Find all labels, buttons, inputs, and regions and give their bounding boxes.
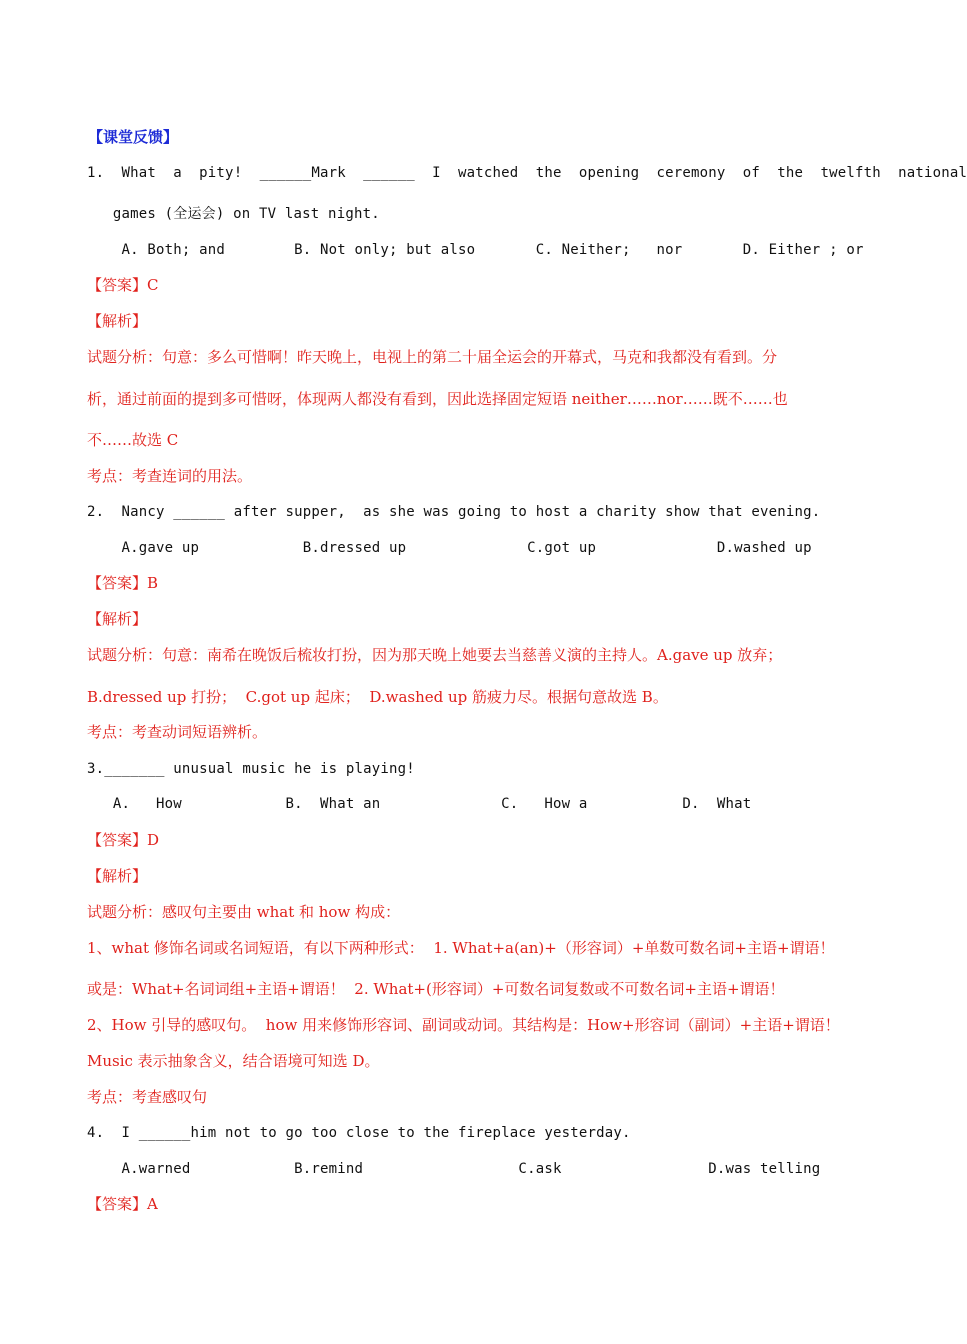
question-1-analysis-label: 【解析】 bbox=[87, 312, 148, 330]
section-title: 【课堂反馈】 bbox=[88, 128, 179, 146]
question-4-answer: 【答案】A bbox=[87, 1195, 158, 1213]
question-2-analysis-line: 试题分析：句意：南希在晚饭后梳妆打扮，因为那天晚上她要去当慈善义演的主持人。A.gave up 放弃； bbox=[87, 646, 783, 664]
question-1-answer: 【答案】C bbox=[87, 276, 159, 294]
question-2-answer: 【答案】B bbox=[87, 574, 159, 592]
question-2-options: A.gave up B.dressed up C.got up D.washed up bbox=[87, 540, 812, 556]
question-2-stem: 2. Nancy ______ after supper, as she was going to host a charity show that evening. bbox=[87, 504, 821, 520]
question-3-point: 考点：考查感叹句 bbox=[87, 1088, 208, 1106]
question-3-analysis-line: 试题分析：感叹句主要由 what 和 how 构成： bbox=[87, 903, 401, 921]
question-1-point: 考点：考查连词的用法。 bbox=[87, 467, 253, 485]
question-3-analysis-line: 1、what 修饰名词或名词短语，有以下两种形式： 1. What+a(an)+（形容词）+单数可数名词+主语+谓语！ bbox=[87, 939, 835, 957]
question-1-stem-cont: games (全运会) on TV last night. bbox=[87, 206, 380, 222]
question-3-analysis-label: 【解析】 bbox=[87, 867, 148, 885]
question-2-analysis-label: 【解析】 bbox=[87, 610, 148, 628]
question-1-analysis-line: 试题分析：句意：多么可惜啊！昨天晚上，电视上的第二十届全运会的开幕式，马克和我都没有看到。分 bbox=[87, 348, 778, 366]
question-1-stem: 1. What a pity! ______Mark ______ I watched the opening ceremony of the twelfth national bbox=[87, 165, 967, 181]
question-4-stem: 4. I ______him not to go too close to the fireplace yesterday. bbox=[87, 1125, 631, 1141]
question-2-point: 考点：考查动词短语辨析。 bbox=[87, 723, 268, 741]
question-3-analysis-line: Music 表示抽象含义，结合语境可知选 D。 bbox=[87, 1052, 380, 1070]
question-1-options: A. Both; and B. Not only; but also C. Neither; nor D. Either ; or bbox=[87, 242, 864, 258]
question-3-analysis-line: 或是：What+名词词组+主语+谓语！ 2. What+(形容词）+可数名词复数或不可数名词+主语+谓语！ bbox=[87, 980, 785, 998]
question-3-stem: 3._______ unusual music he is playing! bbox=[87, 761, 415, 777]
question-3-options: A. How B. What an C. How a D. What bbox=[87, 796, 752, 812]
question-3-analysis-line: 2、How 引导的感叹句。 how 用来修饰形容词、副词或动词。其结构是：How+形容词（副词）+主语+谓语！ bbox=[87, 1016, 840, 1034]
question-4-options: A.warned B.remind C.ask D.was telling bbox=[87, 1161, 821, 1177]
question-1-analysis-line: 析，通过前面的提到多可惜呀，体现两人都没有看到，因此选择固定短语 neither……nor……既不……也 bbox=[87, 390, 788, 408]
question-3-answer: 【答案】D bbox=[87, 831, 160, 849]
question-2-analysis-line: B.dressed up 打扮； C.got up 起床； D.washed up 筋疲力尽。根据句意故选 B。 bbox=[87, 688, 668, 706]
question-1-analysis-line: 不……故选 C bbox=[87, 431, 179, 449]
